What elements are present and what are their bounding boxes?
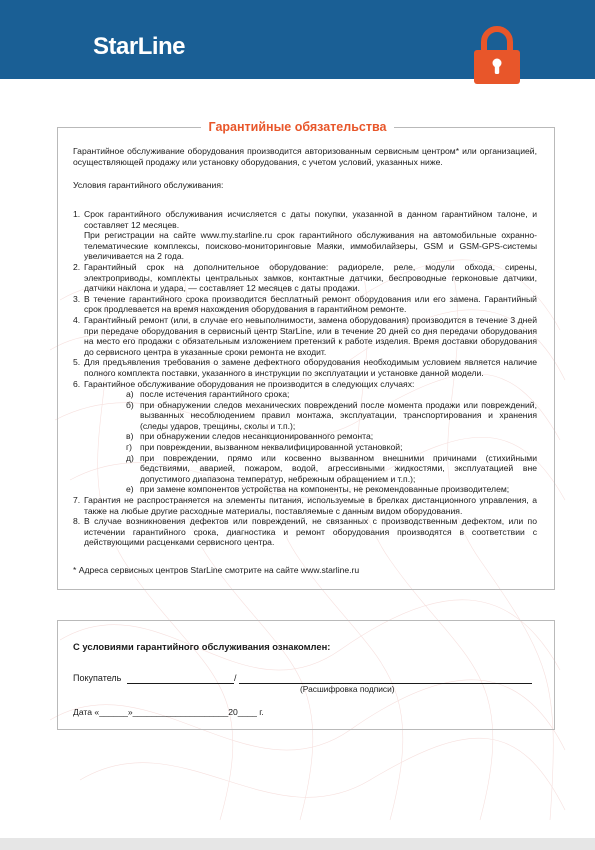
list-item (73, 209, 537, 262)
sublist-item (126, 484, 537, 495)
sub-text: при обнаружении следов механических повреждений после момента продажи или повреждений, вызванных несоблюдением правил монтажа, эксплуатации, транспортирования и хранения (следы ударов, трещины, сколы и т.п.); (140, 399, 537, 431)
sub-text: при повреждении, вызванном неквалифицированной установкой; (140, 442, 403, 453)
item-number: 6. (73, 378, 81, 389)
sub-text: при замене компонентов устройства на компоненты, не рекомендованные производителем; (140, 484, 510, 495)
item-number: 1. (73, 209, 81, 219)
item-text: В течение гарантийного срока производится бесплатный ремонт оборудования или его замена. Гарантийный срок продлевается на время нахождения оборудования в гарантийном ремонте. (84, 293, 537, 315)
header-bar (0, 0, 595, 79)
sub-text: при повреждении, прямо или косвенно вызванном внешними причинами (стихийными бедствиями, аварией, пожаром, водой, агрессивными жидкостями, эксплуатацией вне допустимого диапазона температур, небрежным обращением и т.п.); (140, 452, 537, 484)
sub-letter: е) (126, 484, 134, 495)
sub-text: при обнаружении следов несанкционированного ремонта; (140, 431, 374, 442)
conditions-list (73, 209, 537, 548)
item-text: Для предъявления требования о замене дефектного оборудования необходимым условием является наличие полного комплекта поставки, указанного в инструкции по эксплуатации и установке данной модели. (84, 357, 537, 378)
footnote: * Адреса сервисных центров StarLine смотрите на сайте www.starline.ru (73, 565, 360, 575)
buyer-signature-line[interactable] (127, 683, 234, 684)
list-item (73, 379, 537, 496)
sublist-item (126, 442, 537, 453)
item-number: 5. (73, 357, 81, 368)
item-text: Гарантия не распространяется на элементы питания, используемые в брелках дистанционного управления, а также на любые другие расходные материалы, поставляемые с данным видом оборудования. (84, 495, 537, 516)
item-extra-text: При регистрации на сайте www.my.starline.ru срок гарантийного обслуживания на автомобильные охранно-телематические комплексы, поисково-мониторинговые Маяки, иммобилайзеры, GSM и GSM-GPS-системы увеличивается на 2 года. (84, 230, 537, 262)
item-number: 8. (73, 516, 81, 527)
sub-text: после истечения гарантийного срока; (140, 389, 290, 400)
buyer-label: Покупатель (73, 673, 122, 683)
list-item (73, 495, 537, 516)
sub-letter: б) (126, 399, 134, 410)
list-item (73, 315, 537, 357)
item-text: Гарантийный срок на дополнительное оборудование: радиореле, реле, модули обхода, сирены, электроприводы, комплекты центральных замков, контактные датчики, беспроводные герконовые датчики, датчики наклона и удара, — составляет 12 месяцев с даты продажи. (84, 261, 537, 294)
lock-icon (470, 24, 524, 84)
bottom-bar (0, 838, 595, 850)
item-text: В случае возникновения дефектов или повреждений, не связанных с производственным дефектом, или по истечении гарантийного срока, диагностика и ремонт оборудования производятся в соответствии с действующими расценками сервисного центра. (84, 516, 537, 548)
date-line[interactable]: Дата «______»____________________20____ г. (73, 707, 264, 717)
sublist-item (126, 389, 537, 400)
sublist-item (126, 453, 537, 485)
list-item (73, 516, 537, 548)
section-title-wrapper (0, 118, 595, 136)
item-text: Гарантийное обслуживание оборудования не производится в следующих случаях: (84, 378, 415, 389)
section-title: Гарантийные обязательства (201, 120, 395, 134)
item-number: 2. (73, 261, 81, 272)
sub-letter: а) (126, 389, 134, 400)
sub-letter: д) (126, 452, 134, 463)
conditions-heading: Условия гарантийного обслуживания: (73, 180, 224, 190)
sub-letter: в) (126, 431, 134, 442)
exclusions-sublist (126, 389, 537, 495)
sublist-item (126, 400, 537, 432)
acknowledgement-title: С условиями гарантийного обслуживания ознакомлен: (73, 641, 331, 652)
item-number: 3. (73, 293, 81, 304)
decode-signature-label: (Расшифровка подписи) (300, 684, 395, 694)
list-item (73, 262, 537, 294)
item-number: 4. (73, 314, 81, 325)
item-text: Гарантийный ремонт (или, в случае его невыполнимости, замена оборудования) производится в течение 3 дней при передаче оборудования в сервисный центр StarLine, или в течение 20 дней со дня передачи оборудования на место его продажи с обязательным изложением претензий к работе изделия. Время доставки оборудования до сервисного центра в указанные сроки ремонта не входит. (84, 314, 537, 357)
intro-paragraph: Гарантийное обслуживание оборудования производится авторизованным сервисным центром* или организацией, осуществляющей продажу или установку оборудования, с учетом условий, указанных ниже. (73, 146, 537, 167)
item-text: Срок гарантийного обслуживания исчисляется с даты покупки, указанной в данном гарантийном талоне, и составляет 12 месяцев. (84, 209, 537, 230)
list-item (73, 294, 537, 315)
sublist-item (126, 431, 537, 442)
list-item (73, 357, 537, 378)
brand-logo: StarLine (93, 33, 186, 60)
signature-separator: / (234, 673, 237, 683)
item-number: 7. (73, 495, 81, 506)
sub-letter: г) (126, 442, 132, 453)
